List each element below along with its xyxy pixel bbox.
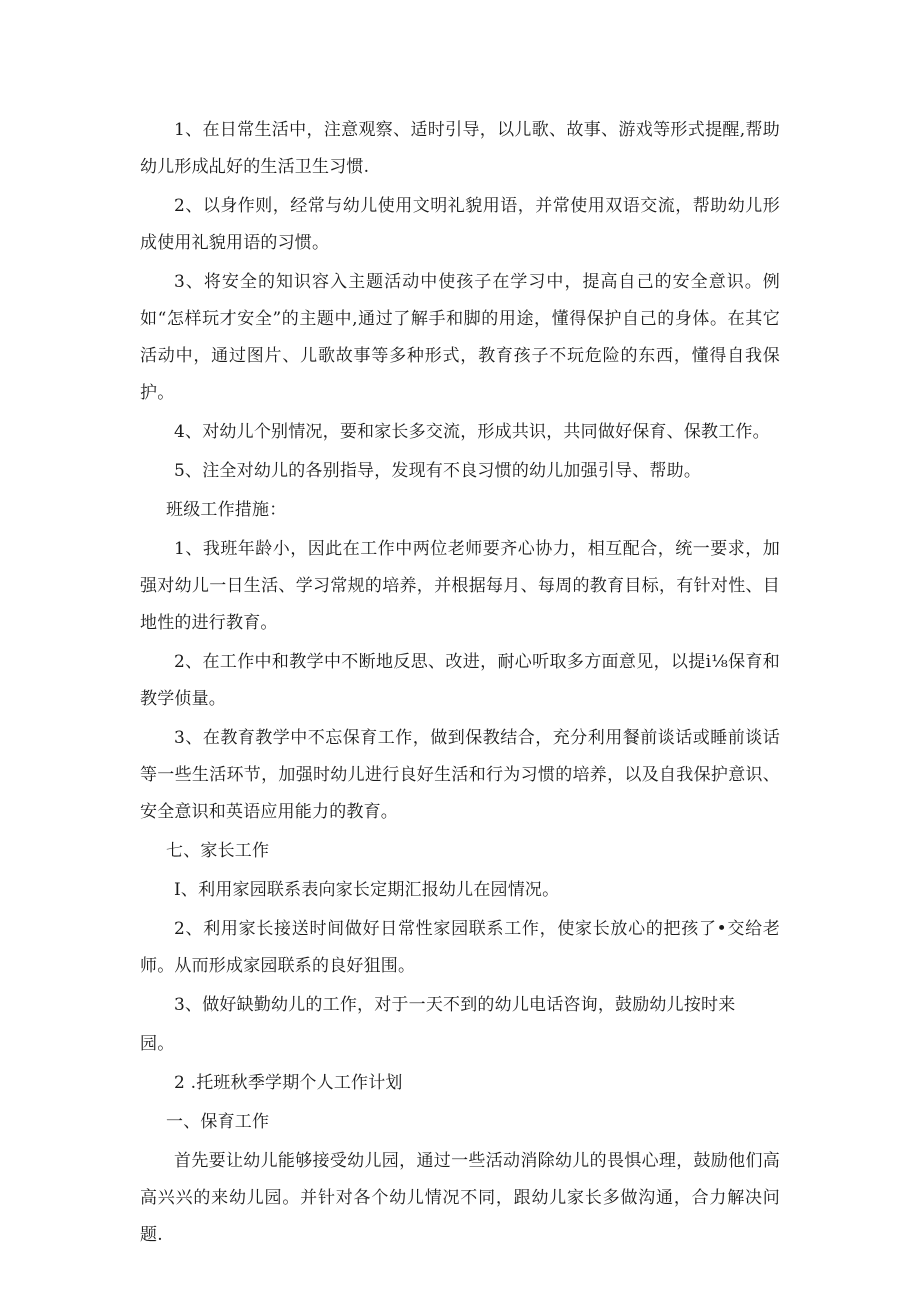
section-heading-parent-work: 七、家长工作: [166, 841, 270, 861]
paragraph-parent-3-continued: 园。: [140, 1034, 175, 1054]
document-body: [140, 112, 780, 1256]
paragraph-parent-2: 2、利用家长接送时间做好日常性家园联系工作，使家长放心的把孩了•交给老师。从而形成家园联系的良好狙围。: [140, 919, 780, 976]
paragraph-measure-2: 2、在工作中和教学中不断地反思、改进，耐心听取多方面意见，以提i⅛保育和教学侦量。: [140, 652, 780, 709]
section-heading-care-work: 一、保育工作: [166, 1112, 270, 1132]
paragraph-care-work: 首先要让幼儿能够接受幼儿园，通过一些活动消除幼儿的畏惧心理，鼓励他们高高兴兴的来幼儿园。并针对各个幼儿情况不同，跟幼儿家长多做沟通，合力解决问题.: [140, 1151, 780, 1245]
document-subtitle: 2 .托班秋季学期个人工作计划: [174, 1073, 403, 1093]
paragraph-habits: 1、在日常生活中，注意观察、适时引导，以儿歌、故事、游戏等形式提醒,帮助幼儿形成乩好的生活卫生习惯.: [140, 120, 780, 177]
paragraph-parent-communication: 4、对幼儿个别情况，要和家长多交流，形成共识，共同做好保育、保教工作。: [174, 422, 770, 442]
paragraph-polite-language: 2、以身作则，经常与幼儿使用文明礼貌用语，并常使用双语交流，帮助幼儿形成使用礼貌用语的习惯。: [140, 196, 780, 253]
paragraph-safety: 3、将安全的知识容入主题活动中使孩子在学习中，提高自己的安全意识。例如“怎样玩才安全”的主题中,通过了解手和脚的用途，懂得保护自己的身体。在其它活动中，通过图片、儿歌故事等多种形式，教育孩子不玩危险的东西，懂得自我保护。: [140, 272, 780, 403]
paragraph-measure-3: 3、在教育教学中不忘保育工作，做到保教结合，充分利用餐前谈话或睡前谈话等一些生活环节，加强时幼儿进行良好生活和行为习惯的培养，以及自我保护意识、安全意识和英语应用能力的教育。: [140, 728, 780, 822]
paragraph-individual-guidance: 5、注全对幼儿的各别指导，发现有不良习惯的幼儿加强引导、帮助。: [174, 461, 702, 481]
paragraph-measure-1: 1、我班年龄小，因此在工作中两位老师要齐心协力，相互配合，统一要求，加强对幼儿一日生活、学习常规的培养，并根据每月、每周的教育目标，有针对性、目地性的进行教育。: [140, 539, 780, 633]
paragraph-parent-1: I、利用家园联系表向家长定期汇报幼儿在园情况。: [174, 880, 560, 900]
section-heading-class-measures: 班级工作措施：: [166, 500, 287, 520]
paragraph-parent-3: 3、做好缺勤幼儿的工作，对于一天不到的幼儿电话咨询，鼓励幼儿按时来: [174, 995, 736, 1015]
